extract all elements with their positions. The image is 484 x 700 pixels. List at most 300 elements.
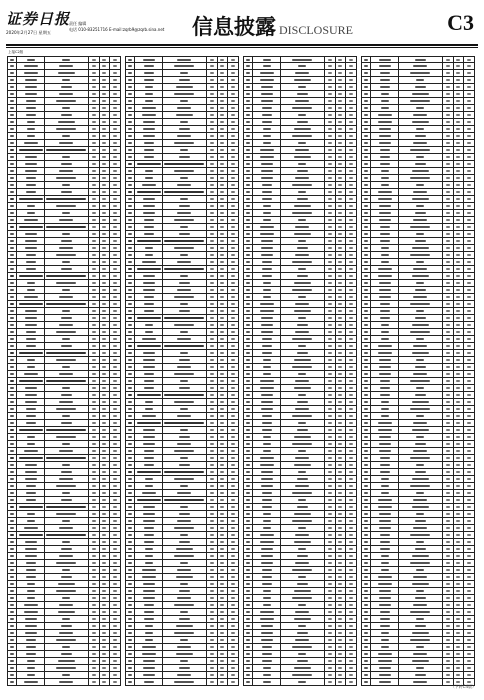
illegible-text	[177, 212, 191, 214]
table-cell	[135, 308, 162, 314]
table-cell	[163, 196, 207, 202]
illegible-text	[25, 310, 37, 312]
table-cell	[346, 294, 356, 300]
table-cell	[163, 672, 207, 678]
illegible-text	[231, 345, 235, 347]
table-cell	[443, 602, 454, 608]
table-cell	[163, 168, 207, 174]
table-cell	[244, 217, 253, 223]
table-row	[7, 665, 121, 672]
table-cell	[362, 98, 371, 104]
illegible-text	[220, 212, 224, 214]
table-cell	[207, 455, 218, 461]
illegible-text	[220, 667, 224, 669]
illegible-text	[113, 93, 117, 95]
table-cell	[228, 462, 238, 468]
illegible-text	[416, 464, 424, 466]
illegible-text	[56, 590, 76, 592]
table-row	[361, 609, 475, 616]
illegible-text	[349, 121, 353, 123]
table-cell	[135, 497, 162, 503]
table-cell	[89, 245, 100, 251]
illegible-text	[446, 275, 450, 277]
table-cell	[362, 224, 371, 230]
illegible-text	[10, 205, 14, 207]
table-cell	[325, 182, 336, 188]
table-cell	[100, 266, 111, 272]
illegible-text	[113, 303, 117, 305]
illegible-text	[210, 170, 214, 172]
illegible-text	[413, 576, 427, 578]
table-row	[243, 574, 357, 581]
table-row	[125, 252, 239, 259]
table-cell	[126, 105, 135, 111]
table-cell	[371, 196, 398, 202]
table-row	[361, 63, 475, 70]
illegible-text	[56, 436, 76, 438]
illegible-text	[364, 156, 368, 158]
table-cell	[253, 168, 280, 174]
table-cell	[126, 567, 135, 573]
table-row	[243, 266, 357, 273]
table-row	[7, 399, 121, 406]
table-row	[361, 133, 475, 140]
table-cell	[17, 609, 44, 615]
illegible-text	[128, 128, 132, 130]
table-cell	[443, 63, 454, 69]
table-cell	[362, 448, 371, 454]
table-cell	[126, 182, 135, 188]
table-cell	[100, 301, 111, 307]
table-cell	[110, 357, 120, 363]
illegible-text	[128, 548, 132, 550]
illegible-text	[113, 219, 117, 221]
table-cell	[454, 308, 465, 314]
illegible-text	[379, 674, 391, 676]
table-cell	[399, 665, 443, 671]
illegible-text	[456, 387, 460, 389]
illegible-text	[10, 177, 14, 179]
table-row	[125, 301, 239, 308]
table-cell	[362, 483, 371, 489]
illegible-text	[262, 261, 272, 263]
illegible-text	[220, 107, 224, 109]
illegible-text	[26, 261, 36, 263]
illegible-text	[220, 310, 224, 312]
illegible-text	[412, 93, 429, 95]
illegible-text	[231, 170, 235, 172]
table-cell	[371, 224, 398, 230]
table-cell	[89, 63, 100, 69]
table-cell	[244, 420, 253, 426]
illegible-text	[231, 597, 235, 599]
illegible-text	[379, 373, 391, 375]
illegible-text	[364, 394, 368, 396]
table-cell	[163, 427, 207, 433]
illegible-text	[456, 212, 460, 214]
table-row	[361, 581, 475, 588]
table-cell	[454, 441, 465, 447]
table-cell	[253, 329, 280, 335]
table-cell	[126, 553, 135, 559]
table-cell	[362, 539, 371, 545]
table-cell	[325, 518, 336, 524]
table-cell	[89, 665, 100, 671]
table-row	[361, 189, 475, 196]
illegible-text	[246, 359, 250, 361]
table-row	[7, 448, 121, 455]
table-cell	[362, 308, 371, 314]
illegible-text	[298, 471, 306, 473]
illegible-text	[46, 534, 86, 536]
table-row	[243, 224, 357, 231]
illegible-text	[456, 380, 460, 382]
illegible-text	[144, 457, 154, 459]
illegible-text	[349, 632, 353, 634]
table-cell	[399, 644, 443, 650]
illegible-text	[416, 387, 424, 389]
illegible-text	[246, 534, 250, 536]
illegible-text	[364, 114, 368, 116]
table-cell	[218, 637, 229, 643]
table-cell	[362, 57, 371, 62]
illegible-text	[349, 170, 353, 172]
illegible-text	[380, 310, 390, 312]
table-cell	[228, 266, 238, 272]
illegible-text	[364, 268, 368, 270]
table-cell	[253, 357, 280, 363]
illegible-text	[56, 282, 76, 284]
illegible-text	[220, 394, 224, 396]
table-cell	[362, 378, 371, 384]
table-cell	[399, 273, 443, 279]
table-cell	[110, 525, 120, 531]
table-row	[243, 161, 357, 168]
illegible-text	[142, 114, 156, 116]
table-cell	[346, 518, 356, 524]
illegible-text	[338, 590, 342, 592]
table-cell	[346, 280, 356, 286]
illegible-text	[10, 359, 14, 361]
illegible-text	[24, 681, 38, 683]
illegible-text	[10, 541, 14, 543]
illegible-text	[102, 135, 106, 137]
table-cell	[325, 588, 336, 594]
table-cell	[218, 511, 229, 517]
table-cell	[464, 287, 474, 293]
illegible-text	[113, 212, 117, 214]
illegible-text	[446, 597, 450, 599]
illegible-text	[349, 506, 353, 508]
table-cell	[244, 63, 253, 69]
illegible-text	[231, 226, 235, 228]
table-row	[361, 266, 475, 273]
illegible-text	[246, 72, 250, 74]
table-cell	[443, 399, 454, 405]
table-cell	[163, 651, 207, 657]
table-cell	[100, 350, 111, 356]
illegible-text	[298, 191, 306, 193]
table-cell	[399, 560, 443, 566]
illegible-text	[456, 618, 460, 620]
table-cell	[464, 630, 474, 636]
table-cell	[399, 490, 443, 496]
illegible-text	[328, 184, 332, 186]
illegible-text	[10, 156, 14, 158]
illegible-text	[446, 352, 450, 354]
illegible-text	[142, 184, 156, 186]
table-cell	[218, 665, 229, 671]
table-cell	[110, 315, 120, 321]
illegible-text	[467, 184, 471, 186]
table-cell	[163, 385, 207, 391]
illegible-text	[246, 674, 250, 676]
table-cell	[336, 133, 347, 139]
illegible-text	[144, 541, 154, 543]
table-cell	[228, 259, 238, 265]
illegible-text	[10, 317, 14, 319]
illegible-text	[27, 135, 35, 137]
illegible-text	[446, 583, 450, 585]
table-cell	[135, 350, 162, 356]
table-cell	[336, 238, 347, 244]
table-cell	[464, 336, 474, 342]
table-row	[125, 413, 239, 420]
illegible-text	[210, 562, 214, 564]
table-cell	[399, 609, 443, 615]
illegible-text	[59, 555, 73, 557]
table-cell	[362, 497, 371, 503]
illegible-text	[176, 548, 193, 550]
illegible-text	[10, 394, 14, 396]
illegible-text	[113, 128, 117, 130]
illegible-text	[446, 478, 450, 480]
illegible-text	[113, 576, 117, 578]
table-cell	[253, 385, 280, 391]
illegible-text	[262, 506, 272, 508]
illegible-text	[338, 331, 342, 333]
illegible-text	[113, 226, 117, 228]
illegible-text	[113, 59, 117, 61]
table-cell	[218, 308, 229, 314]
illegible-text	[25, 394, 37, 396]
table-row	[7, 602, 121, 609]
table-cell	[454, 154, 465, 160]
illegible-text	[456, 170, 460, 172]
illegible-text	[231, 576, 235, 578]
table-cell	[371, 329, 398, 335]
table-cell	[45, 378, 89, 384]
illegible-text	[328, 128, 332, 130]
illegible-text	[113, 646, 117, 648]
illegible-text	[338, 59, 342, 61]
illegible-text	[62, 464, 70, 466]
table-cell	[163, 392, 207, 398]
illegible-text	[456, 548, 460, 550]
illegible-text	[246, 352, 250, 354]
table-cell	[8, 679, 17, 685]
table-cell	[89, 504, 100, 510]
table-cell	[443, 161, 454, 167]
table-cell	[253, 560, 280, 566]
table-row	[7, 672, 121, 679]
illegible-text	[174, 219, 194, 221]
table-cell	[17, 574, 44, 580]
table-cell	[17, 399, 44, 405]
table-cell	[110, 448, 120, 454]
illegible-text	[113, 184, 117, 186]
table-cell	[399, 112, 443, 118]
table-cell	[17, 98, 44, 104]
illegible-text	[128, 191, 132, 193]
illegible-text	[220, 646, 224, 648]
table-cell	[464, 245, 474, 251]
table-cell	[336, 217, 347, 223]
illegible-text	[220, 625, 224, 627]
continued-note: （下转C4版）	[450, 684, 476, 689]
table-cell	[163, 553, 207, 559]
illegible-text	[231, 583, 235, 585]
table-cell	[8, 413, 17, 419]
illegible-text	[10, 618, 14, 620]
illegible-text	[446, 639, 450, 641]
illegible-text	[328, 135, 332, 137]
table-cell	[325, 623, 336, 629]
illegible-text	[46, 380, 86, 382]
table-cell	[281, 245, 325, 251]
table-cell	[228, 560, 238, 566]
illegible-text	[338, 471, 342, 473]
illegible-text	[231, 681, 235, 683]
table-cell	[110, 217, 120, 223]
table-cell	[454, 392, 465, 398]
table-cell	[228, 287, 238, 293]
table-cell	[110, 126, 120, 132]
illegible-text	[246, 170, 250, 172]
table-cell	[443, 112, 454, 118]
illegible-text	[349, 443, 353, 445]
table-cell	[89, 259, 100, 265]
table-row	[243, 525, 357, 532]
table-cell	[371, 371, 398, 377]
illegible-text	[328, 443, 332, 445]
table-cell	[45, 336, 89, 342]
table-row	[125, 644, 239, 651]
table-cell	[228, 399, 238, 405]
illegible-text	[378, 429, 392, 431]
illegible-text	[338, 478, 342, 480]
illegible-text	[246, 387, 250, 389]
illegible-text	[220, 317, 224, 319]
illegible-text	[46, 506, 86, 508]
table-cell	[17, 637, 44, 643]
table-cell	[281, 644, 325, 650]
table-cell	[218, 77, 229, 83]
illegible-text	[144, 156, 154, 158]
table-cell	[218, 189, 229, 195]
illegible-text	[263, 359, 271, 361]
table-cell	[362, 280, 371, 286]
illegible-text	[380, 471, 390, 473]
illegible-text	[220, 114, 224, 116]
table-cell	[163, 560, 207, 566]
illegible-text	[92, 464, 96, 466]
table-cell	[454, 455, 465, 461]
illegible-text	[328, 422, 332, 424]
table-cell	[8, 364, 17, 370]
illegible-text	[210, 422, 214, 424]
table-cell	[45, 392, 89, 398]
illegible-text	[261, 86, 273, 88]
table-cell	[163, 413, 207, 419]
illegible-text	[446, 436, 450, 438]
table-cell	[325, 280, 336, 286]
table-cell	[253, 392, 280, 398]
illegible-text	[102, 506, 106, 508]
illegible-text	[338, 345, 342, 347]
table-cell	[126, 147, 135, 153]
illegible-text	[364, 135, 368, 137]
table-cell	[135, 504, 162, 510]
illegible-text	[179, 79, 190, 81]
illegible-text	[261, 632, 273, 634]
illegible-text	[179, 156, 190, 158]
illegible-text	[328, 548, 332, 550]
illegible-text	[113, 352, 117, 354]
table-cell	[135, 57, 162, 62]
table-cell	[443, 203, 454, 209]
table-row	[243, 651, 357, 658]
table-cell	[253, 238, 280, 244]
table-cell	[126, 595, 135, 601]
table-cell	[8, 308, 17, 314]
illegible-text	[144, 233, 154, 235]
illegible-text	[379, 296, 391, 298]
illegible-text	[220, 485, 224, 487]
table-cell	[362, 532, 371, 538]
illegible-text	[102, 422, 106, 424]
illegible-text	[338, 324, 342, 326]
illegible-text	[164, 345, 204, 347]
table-cell	[244, 182, 253, 188]
table-cell	[17, 364, 44, 370]
table-cell	[45, 406, 89, 412]
illegible-text	[246, 394, 250, 396]
table-cell	[464, 217, 474, 223]
table-cell	[8, 196, 17, 202]
table-row	[361, 161, 475, 168]
table-cell	[325, 609, 336, 615]
illegible-text	[128, 415, 132, 417]
table-cell	[135, 588, 162, 594]
table-cell	[45, 651, 89, 657]
table-cell	[228, 553, 238, 559]
table-cell	[253, 308, 280, 314]
illegible-text	[328, 212, 332, 214]
table-cell	[346, 245, 356, 251]
illegible-text	[231, 387, 235, 389]
illegible-text	[328, 156, 332, 158]
table-cell	[17, 378, 44, 384]
illegible-text	[210, 653, 214, 655]
table-cell	[207, 378, 218, 384]
illegible-text	[137, 191, 161, 193]
illegible-text	[298, 548, 306, 550]
table-cell	[346, 546, 356, 552]
table-cell	[244, 308, 253, 314]
table-cell	[228, 504, 238, 510]
illegible-text	[92, 639, 96, 641]
